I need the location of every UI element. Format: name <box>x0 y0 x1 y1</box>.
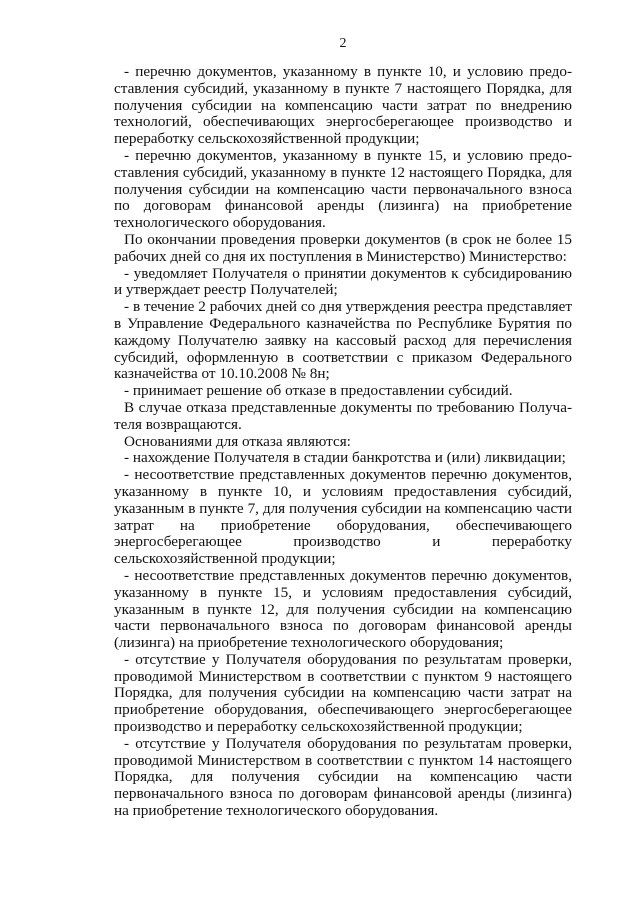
paragraph: - уведомляет Получателя о принятии документов к субсидированию и утверждает реестр Получателей; <box>114 264 572 299</box>
paragraph: - несоответствие представленных документов перечню документов, указанному в пункте 10, и условиям предоставления субсидий, указанным в пункте 7, для получения субсидии на компенсацию части затрат на приобретение оборудования, обеспечивающего энергосберегающее производство и переработку сельскохозяйственной продукции; <box>114 466 572 568</box>
paragraph: - нахождение Получателя в стадии банкротства и (или) ликвидации; <box>124 449 566 467</box>
paragraph: - несоответствие представленных документов перечню документов, указанному в пункте 15, и условиям предоставления субсидий, указанным в пункте 12, для получения субсидии на компенсацию части первоначального взноса по договорам финансовой аренды (лизинга) на приобретение технологического оборудования; <box>114 566 572 652</box>
paragraph: - в течение 2 рабочих дней со дня утверждения реестра представляет в Управление Федерального казначейства по Республике Бурятия по каждому Получателю заявку на кассовый расход для перечисления субсидий, оформленную в соответствии с приказом Федерального казначейства от 10.10.2008 № 8н; <box>114 298 572 383</box>
paragraph: - принимает решение об отказе в предоставлении субсидий. <box>124 382 513 400</box>
paragraph: - отсутствие у Получателя оборудования по результатам проверки, проводимой Министерством в соответствии с пунктом 14 настоящего Порядка, для получения субсидии на компенсацию части первоначального взноса по договорам финансовой аренды (лизинга) на приобретение технологического оборудования. <box>114 734 572 820</box>
paragraph: В случае отказа представленные документы по требованию Получателя возвращаются. <box>114 398 572 433</box>
paragraph: - перечню документов, указанному в пункте 15, и условию предоставления субсидий, указанному в пункте 12 настоящего Порядка, для получения субсидии на компенсацию части первоначального взноса по договорам финансовой аренды (лизинга) на приобретение технологического оборудования. <box>114 146 572 232</box>
paragraph: - отсутствие у Получателя оборудования по результатам проверки, проводимой Министерством в соответствии с пунктом 9 настоящего Порядка, для получения субсидии на компенсацию части затрат на приобретение оборудования, обеспечивающего энергосберегающее производство и переработку сельскохозяйственной продукции; <box>114 650 572 736</box>
paragraph: - перечню документов, указанному в пункте 10, и условию предоставления субсидий, указанному в пункте 7 настоящего Порядка, для получения субсидии на компенсацию части затрат по внедрению технологий, обеспечивающих энергосберегающее производство и переработку сельскохозяйственной продукции; <box>114 63 572 148</box>
page-number: 2 <box>339 36 347 51</box>
paragraph: Основаниями для отказа являются: <box>124 432 351 450</box>
paragraph: По окончании проведения проверки документов (в срок не более 15 рабочих дней со дня их поступления в Министерство) Министерство: <box>114 230 572 265</box>
document-body <box>114 64 572 820</box>
